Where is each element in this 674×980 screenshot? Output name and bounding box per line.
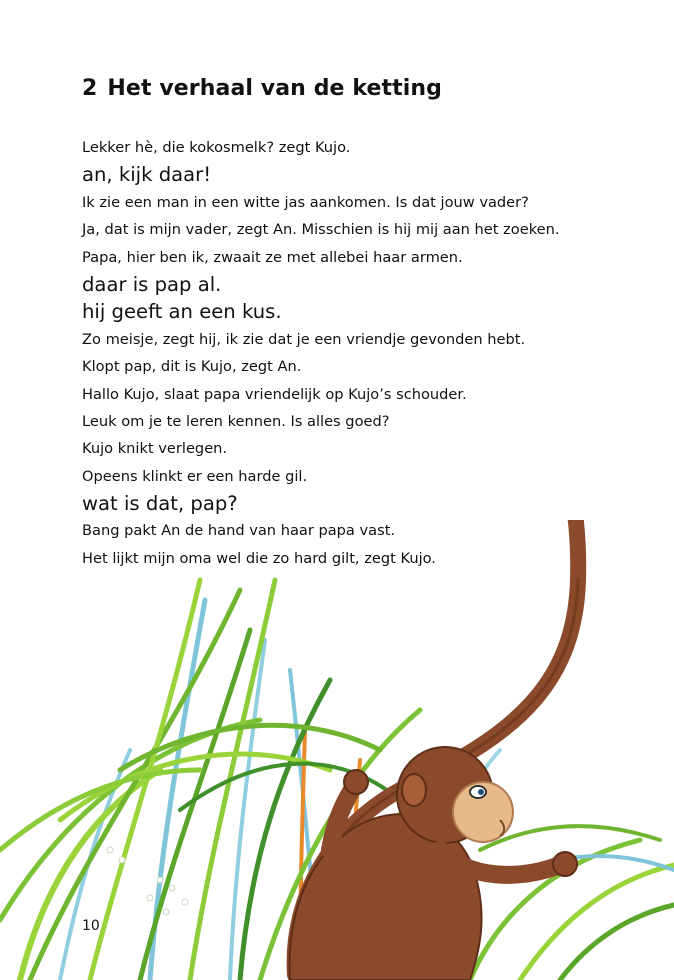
story-line: Kujo knikt verlegen. xyxy=(82,440,228,458)
story-line: Zo meisje, zegt hij, ik zie dat je een vriendje gevonden hebt. xyxy=(82,330,526,348)
story-line: Klopt pap, dit is Kujo, zegt An. xyxy=(82,358,302,376)
story-text xyxy=(82,134,642,572)
monkey xyxy=(290,747,577,980)
page-number: 10 xyxy=(82,918,100,934)
story-line: wat is dat, pap? xyxy=(82,492,238,516)
story-line: hij geeft an een kus. xyxy=(82,300,282,324)
story-line: an, kijk daar! xyxy=(82,163,212,187)
story-line: Hallo Kujo, slaat papa vriendelijk op Kujo’s schouder. xyxy=(82,385,467,403)
chapter-number: 2 xyxy=(82,76,98,101)
story-line: Bang pakt An de hand van haar papa vast. xyxy=(82,522,396,540)
story-line: Opeens klinkt er een harde gil. xyxy=(82,467,308,485)
story-line: Leuk om je te leren kennen. Is alles goed? xyxy=(82,412,390,430)
chapter-title xyxy=(82,76,442,101)
monkey-illustration xyxy=(0,520,674,980)
chapter-title-text: Het verhaal van de ketting xyxy=(107,76,442,101)
story-line: Lekker hè, die kokosmelk? zegt Kujo. xyxy=(82,139,351,156)
story-line: Ik zie een man in een witte jas aankomen. Is dat jouw vader? xyxy=(82,193,529,211)
story-line: Het lijkt mijn oma wel die zo hard gilt, zegt Kujo. xyxy=(82,549,436,567)
story-line: Ja, dat is mijn vader, zegt An. Misschien is hij mij aan het zoeken. xyxy=(82,221,560,239)
story-line: daar is pap al. xyxy=(82,272,222,296)
story-line: Papa, hier ben ik, zwaait ze met allebei haar armen. xyxy=(82,248,463,266)
